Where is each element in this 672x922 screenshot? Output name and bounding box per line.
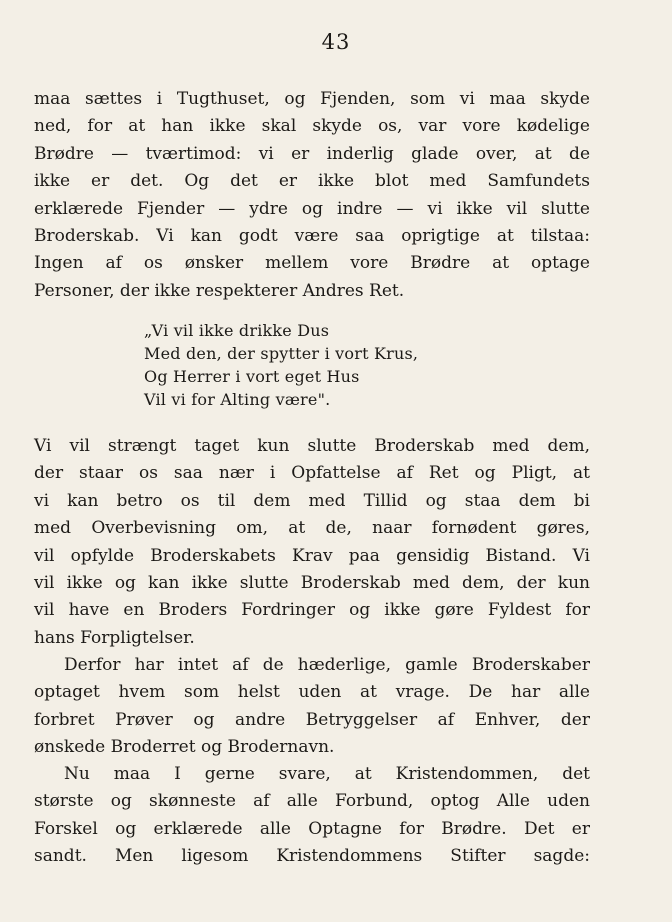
text-line: vil have en Broders Fordringer og ikke gøre Fyldest for	[34, 600, 590, 621]
text-line: erklærede Fjender — ydre og indre — vi ikke vil slutte	[34, 198, 590, 219]
text-line: Broderskab. Vi kan godt være saa oprigtige at tilstaa:	[34, 225, 590, 246]
paragraph-4	[34, 761, 590, 871]
paragraph-3	[34, 652, 590, 762]
text-line: ned, for at han ikke skal skyde os, var vore kødelige	[34, 116, 590, 137]
page-number: 43	[321, 30, 351, 54]
text-line: Nu maa I gerne svare, at Kristendommen, det	[64, 764, 590, 784]
text-line: Brødre — tværtimod: vi er inderlig glade over, at de	[34, 143, 590, 164]
text-line: sandt. Men ligesom Kristendommens Stifter sagde:	[34, 846, 590, 867]
text-line: ikke er det. Og det er ikke blot med Samfundets	[34, 171, 590, 192]
text-line: Ingen af os ønsker mellem vore Brødre at optage	[34, 253, 590, 274]
text-line: Vi vil strængt taget kun slutte Broderskab med dem,	[34, 436, 590, 456]
paragraph-2	[34, 433, 590, 652]
text-line: vil opfylde Broderskabets Krav paa gensidig Bistand. Vi	[34, 545, 590, 566]
verse-line: Vil vi for Alting være".	[144, 390, 331, 409]
text-line: ønskede Broderret og Brodernavn.	[34, 737, 335, 758]
text-line: vi kan betro os til dem med Tillid og staa dem bi	[34, 490, 590, 511]
paragraph-1	[34, 86, 590, 305]
text-line: forbret Prøver og andre Betryggelser af Enhver, der	[34, 709, 590, 730]
text-line: hans Forpligtelser.	[34, 627, 195, 648]
text-line: vil ikke og kan ikke slutte Broderskab med dem, der kun	[34, 572, 590, 593]
text-line: maa sættes i Tugthuset, og Fjenden, som vi maa skyde	[34, 89, 590, 109]
verse-line: Og Herrer i vort eget Hus	[144, 367, 360, 386]
verse-line: Med den, der spytter i vort Krus,	[144, 344, 419, 363]
text-line: der staar os saa nær i Opfattelse af Ret og Pligt, at	[34, 463, 590, 484]
verse-quote	[144, 319, 544, 411]
text-line: største og skønneste af alle Forbund, optog Alle uden	[34, 791, 590, 812]
text-line: Personer, der ikke respekterer Andres Ret.	[34, 280, 405, 301]
verse-line: „Vi vil ikke drikke Dus	[144, 321, 330, 340]
text-line: Derfor har intet af de hæderlige, gamle Broderskaber	[64, 655, 590, 675]
text-line: Forskel og erklærede alle Optagne for Brødre. Det er	[34, 818, 590, 839]
text-line: med Overbevisning om, at de, naar fornødent gøres,	[34, 518, 590, 539]
text-line: optaget hvem som helst uden at vrage. De har alle	[34, 682, 590, 703]
